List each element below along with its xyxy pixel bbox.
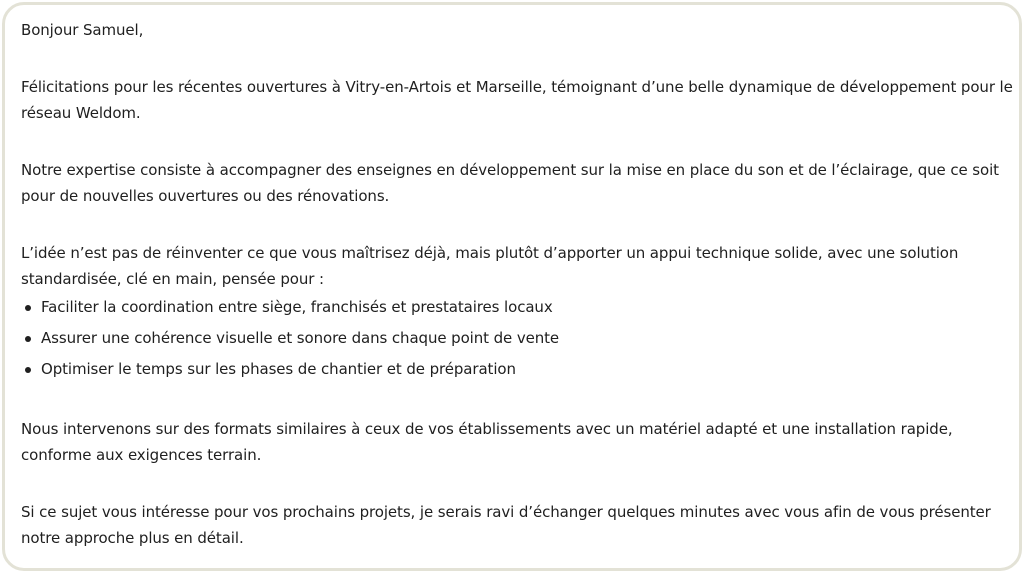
paragraph-formats: Nous intervenons sur des formats similaires à ceux de vos établissements avec un matériel adapté et une installation rapide, conforme aux exigences terrain.	[21, 420, 953, 464]
list-item	[21, 323, 1016, 354]
list-item-text: Optimiser le temps sur les phases de chantier et de préparation	[41, 360, 516, 378]
message-card	[2, 2, 1022, 571]
email-body	[21, 17, 1016, 551]
list-item	[21, 292, 1016, 323]
bullet-icon	[25, 336, 31, 342]
list-item-text: Faciliter la coordination entre siège, franchisés et prestataires locaux	[41, 298, 553, 316]
spacer	[21, 468, 1016, 499]
paragraph-closing: Si ce sujet vous intéresse pour vos prochains projets, je serais ravi d’échanger quelques minutes avec vous afin de vous présenter notre approche plus en détail.	[21, 503, 991, 547]
bullet-icon	[25, 305, 31, 311]
spacer	[21, 385, 1016, 416]
bullet-icon	[25, 367, 31, 373]
list-item-text: Assurer une cohérence visuelle et sonore dans chaque point de vente	[41, 329, 560, 347]
benefits-list	[21, 292, 1016, 385]
greeting: Bonjour Samuel,	[21, 21, 144, 39]
paragraph-idea: L’idée n’est pas de réinventer ce que vous maîtrisez déjà, mais plutôt d’apporter un appui technique solide, avec une solution standardisée, clé en main, pensée pour :	[21, 244, 959, 288]
paragraph-congratulations: Félicitations pour les récentes ouvertures à Vitry-en-Artois et Marseille, témoignant d’une belle dynamique de développement pour le réseau Weldom.	[21, 78, 1013, 122]
list-item	[21, 354, 1016, 385]
spacer	[21, 43, 1016, 74]
spacer	[21, 126, 1016, 157]
paragraph-expertise: Notre expertise consiste à accompagner des enseignes en développement sur la mise en place du son et de l’éclairage, que ce soit pour de nouvelles ouvertures ou des rénovations.	[21, 161, 999, 205]
spacer	[21, 209, 1016, 240]
